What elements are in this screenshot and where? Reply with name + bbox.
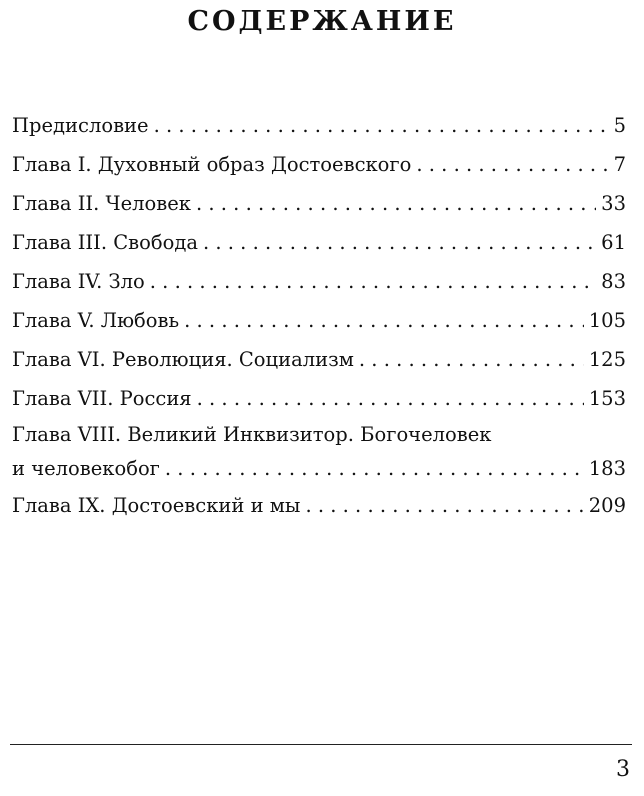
toc-entry-chapter-5: [12, 301, 626, 340]
toc-page-number: 125: [588, 348, 626, 371]
toc-dot-leader: [184, 301, 584, 340]
toc-entry-chapter-4: [12, 262, 626, 301]
toc-dot-leader: [154, 106, 609, 145]
toc-page-number: 83: [601, 270, 626, 293]
toc-line: [12, 379, 626, 418]
toc-label: Глава III. Свобода: [12, 231, 198, 254]
toc-dot-leader: [165, 452, 584, 486]
toc-page-number: 33: [601, 192, 626, 215]
toc-entry-chapter-6: [12, 340, 626, 379]
toc-page-number: 183: [588, 457, 626, 480]
toc-dot-leader: [203, 223, 596, 262]
toc-entry-chapter-7: [12, 379, 626, 418]
toc-label: Глава VI. Революция. Социализм: [12, 348, 354, 371]
toc-line: [12, 301, 626, 340]
toc-entry-preface: [12, 106, 626, 145]
toc-page-number: 153: [588, 387, 626, 410]
page-title: СОДЕРЖАНИЕ: [187, 6, 457, 37]
toc-line: [12, 145, 626, 184]
toc-dot-leader: [150, 262, 596, 301]
toc-dot-leader: [416, 145, 608, 184]
page-number: 3: [616, 757, 630, 782]
toc-entry-chapter-2: [12, 184, 626, 223]
toc-line: [12, 184, 626, 223]
toc-dot-leader: [359, 340, 584, 379]
toc-label: Глава IV. Зло: [12, 270, 145, 293]
toc-label: и человекобог: [12, 457, 160, 480]
toc-line: [12, 452, 626, 486]
toc-label-first-line: Глава VIII. Великий Инквизитор. Богочеловек: [12, 423, 492, 446]
toc-page-number: 61: [601, 231, 626, 254]
toc-label: Предисловие: [12, 114, 149, 137]
toc-page-number: 5: [613, 114, 626, 137]
toc-line: [12, 223, 626, 262]
toc-dot-leader: [196, 184, 596, 223]
toc-page-number: 105: [588, 309, 626, 332]
toc-label: Глава I. Духовный образ Достоевского: [12, 153, 412, 176]
toc-label: Глава II. Человек: [12, 192, 191, 215]
toc-entry-chapter-9: [12, 486, 626, 525]
toc-label: Глава VII. Россия: [12, 387, 192, 410]
footer-divider: [10, 744, 632, 745]
toc-label: Глава V. Любовь: [12, 309, 180, 332]
toc-entry-chapter-1: [12, 145, 626, 184]
toc-entry-chapter-3: [12, 223, 626, 262]
toc-line: [12, 262, 626, 301]
toc-dot-leader: [305, 486, 583, 525]
toc-line: [12, 106, 626, 145]
toc-entry-chapter-8: [12, 418, 626, 486]
toc-label: Глава IX. Достоевский и мы: [12, 494, 301, 517]
toc-dot-leader: [197, 379, 584, 418]
toc-line: [12, 340, 626, 379]
toc-line: [12, 486, 626, 525]
toc-page-number: 209: [588, 494, 626, 517]
toc-page-number: 7: [613, 153, 626, 176]
table-of-contents: [12, 106, 626, 525]
